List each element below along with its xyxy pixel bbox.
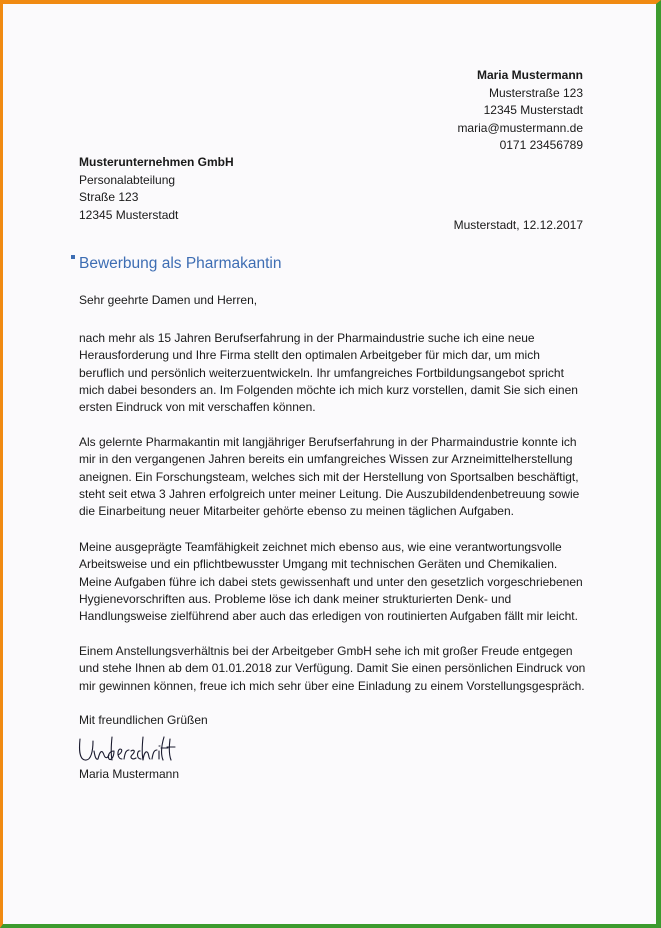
paragraph-line: Einem Anstellungsverhältnis bei der Arbeitgeber GmbH sehe ich mit großer Freude entgegen [79,644,573,658]
paragraph-line: mir gewinnen können, freue ich mich sehr über eine Einladung zu einem Vorstellungsgespräch. [79,678,585,693]
paragraph-line: Arbeitsweise und ein pflichtbewusster Umgang mit technischen Geräten und Chemikalien. [79,557,558,572]
paragraph-line: nach mehr als 15 Jahren Berufserfahrung in der Pharmaindustrie suche ich eine neue [79,331,535,345]
recipient-department: Personalabteilung [79,172,176,187]
recipient-address [79,154,234,224]
paragraph-line: beruflich und persönlich weiterzuentwickeln. Ihr umfangreiches Fortbildungsangebot spricht [79,365,564,380]
body-paragraph-3 [79,539,589,625]
signature-name: Maria Mustermann [79,767,180,781]
paragraph-line: die Einarbeitung neuer Mitarbeiter gehörte ebenso zu meinen täglichen Aufgaben. [79,504,514,519]
recipient-city: 12345 Musterstadt [79,207,179,222]
paragraph-line: aneignen. Ein Forschungsteam, welches sich mit der Herstellung von Sportsalben beschäftigt, [79,469,579,484]
paragraph-line: Handlungsweise zielführend aber auch das erledigen von routinierten Aufgaben fällt mir leicht. [79,609,578,624]
salutation: Sehr geehrte Damen und Herren, [79,293,258,307]
paragraph-line: mich dabei besonders an. Im Folgenden möchte ich mich kurz vorstellen, damit Sie sich einen [79,382,578,397]
paragraph-line: Meine Aufgaben führe ich dabei stets gewissenhaft und unter den gesetzlich vorgeschriebenen [79,574,583,589]
paragraph-line: und stehe Ihnen ab dem 01.01.2018 zur Verfügung. Damit Sie einen persönlichen Eindruck von [79,661,586,676]
sender-address [457,67,583,155]
handwritten-signature [76,729,186,770]
body-paragraph-2 [79,434,589,520]
paragraph-line: Hygienevorschriften aus. Probleme löse ich dank meiner strukturierten Denk- und [79,591,512,606]
closing-phrase: Mit freundlichen Grüßen [79,713,208,727]
paragraph-line: Meine ausgeprägte Teamfähigkeit zeichnet mich ebenso aus, wie eine verantwortungsvolle [79,540,562,554]
sender-phone: 0171 23456789 [499,138,583,153]
signature-scribble [76,729,186,767]
paragraph-line: ersten Eindruck von mit verschaffen können. [79,400,316,415]
paragraph-line: Als gelernte Pharmakantin mit langjähriger Berufserfahrung in der Pharmaindustrie konnte ich [79,435,577,449]
recipient-company: Musterunternehmen GmbH [79,155,234,169]
paragraph-line: steht seit etwa 3 Jahren erfolgreich unter meiner Leitung. Die Auszubildendenbetreuung sowie [79,486,580,501]
paragraph-line: Herausforderung und Ihre Firma stellt den optimalen Arbeitgeber für mich dar, um mich [79,348,540,363]
paragraph-marker [71,255,75,259]
body-paragraph-1 [79,330,589,416]
paragraph-line: mir in den vergangenen Jahren bereits ein umfangreiches Wissen zur Arzneimittelherstellung [79,452,573,467]
sender-name: Maria Mustermann [476,68,583,82]
sender-street: Musterstraße 123 [488,85,583,100]
recipient-street: Straße 123 [79,190,139,204]
subject-heading: Bewerbung als Pharmakantin [79,255,282,272]
sender-email: maria@mustermann.de [457,120,583,135]
body-paragraph-4 [79,643,589,695]
date-line: Musterstadt, 12.12.2017 [453,218,583,232]
sender-city: 12345 Musterstadt [483,103,583,118]
